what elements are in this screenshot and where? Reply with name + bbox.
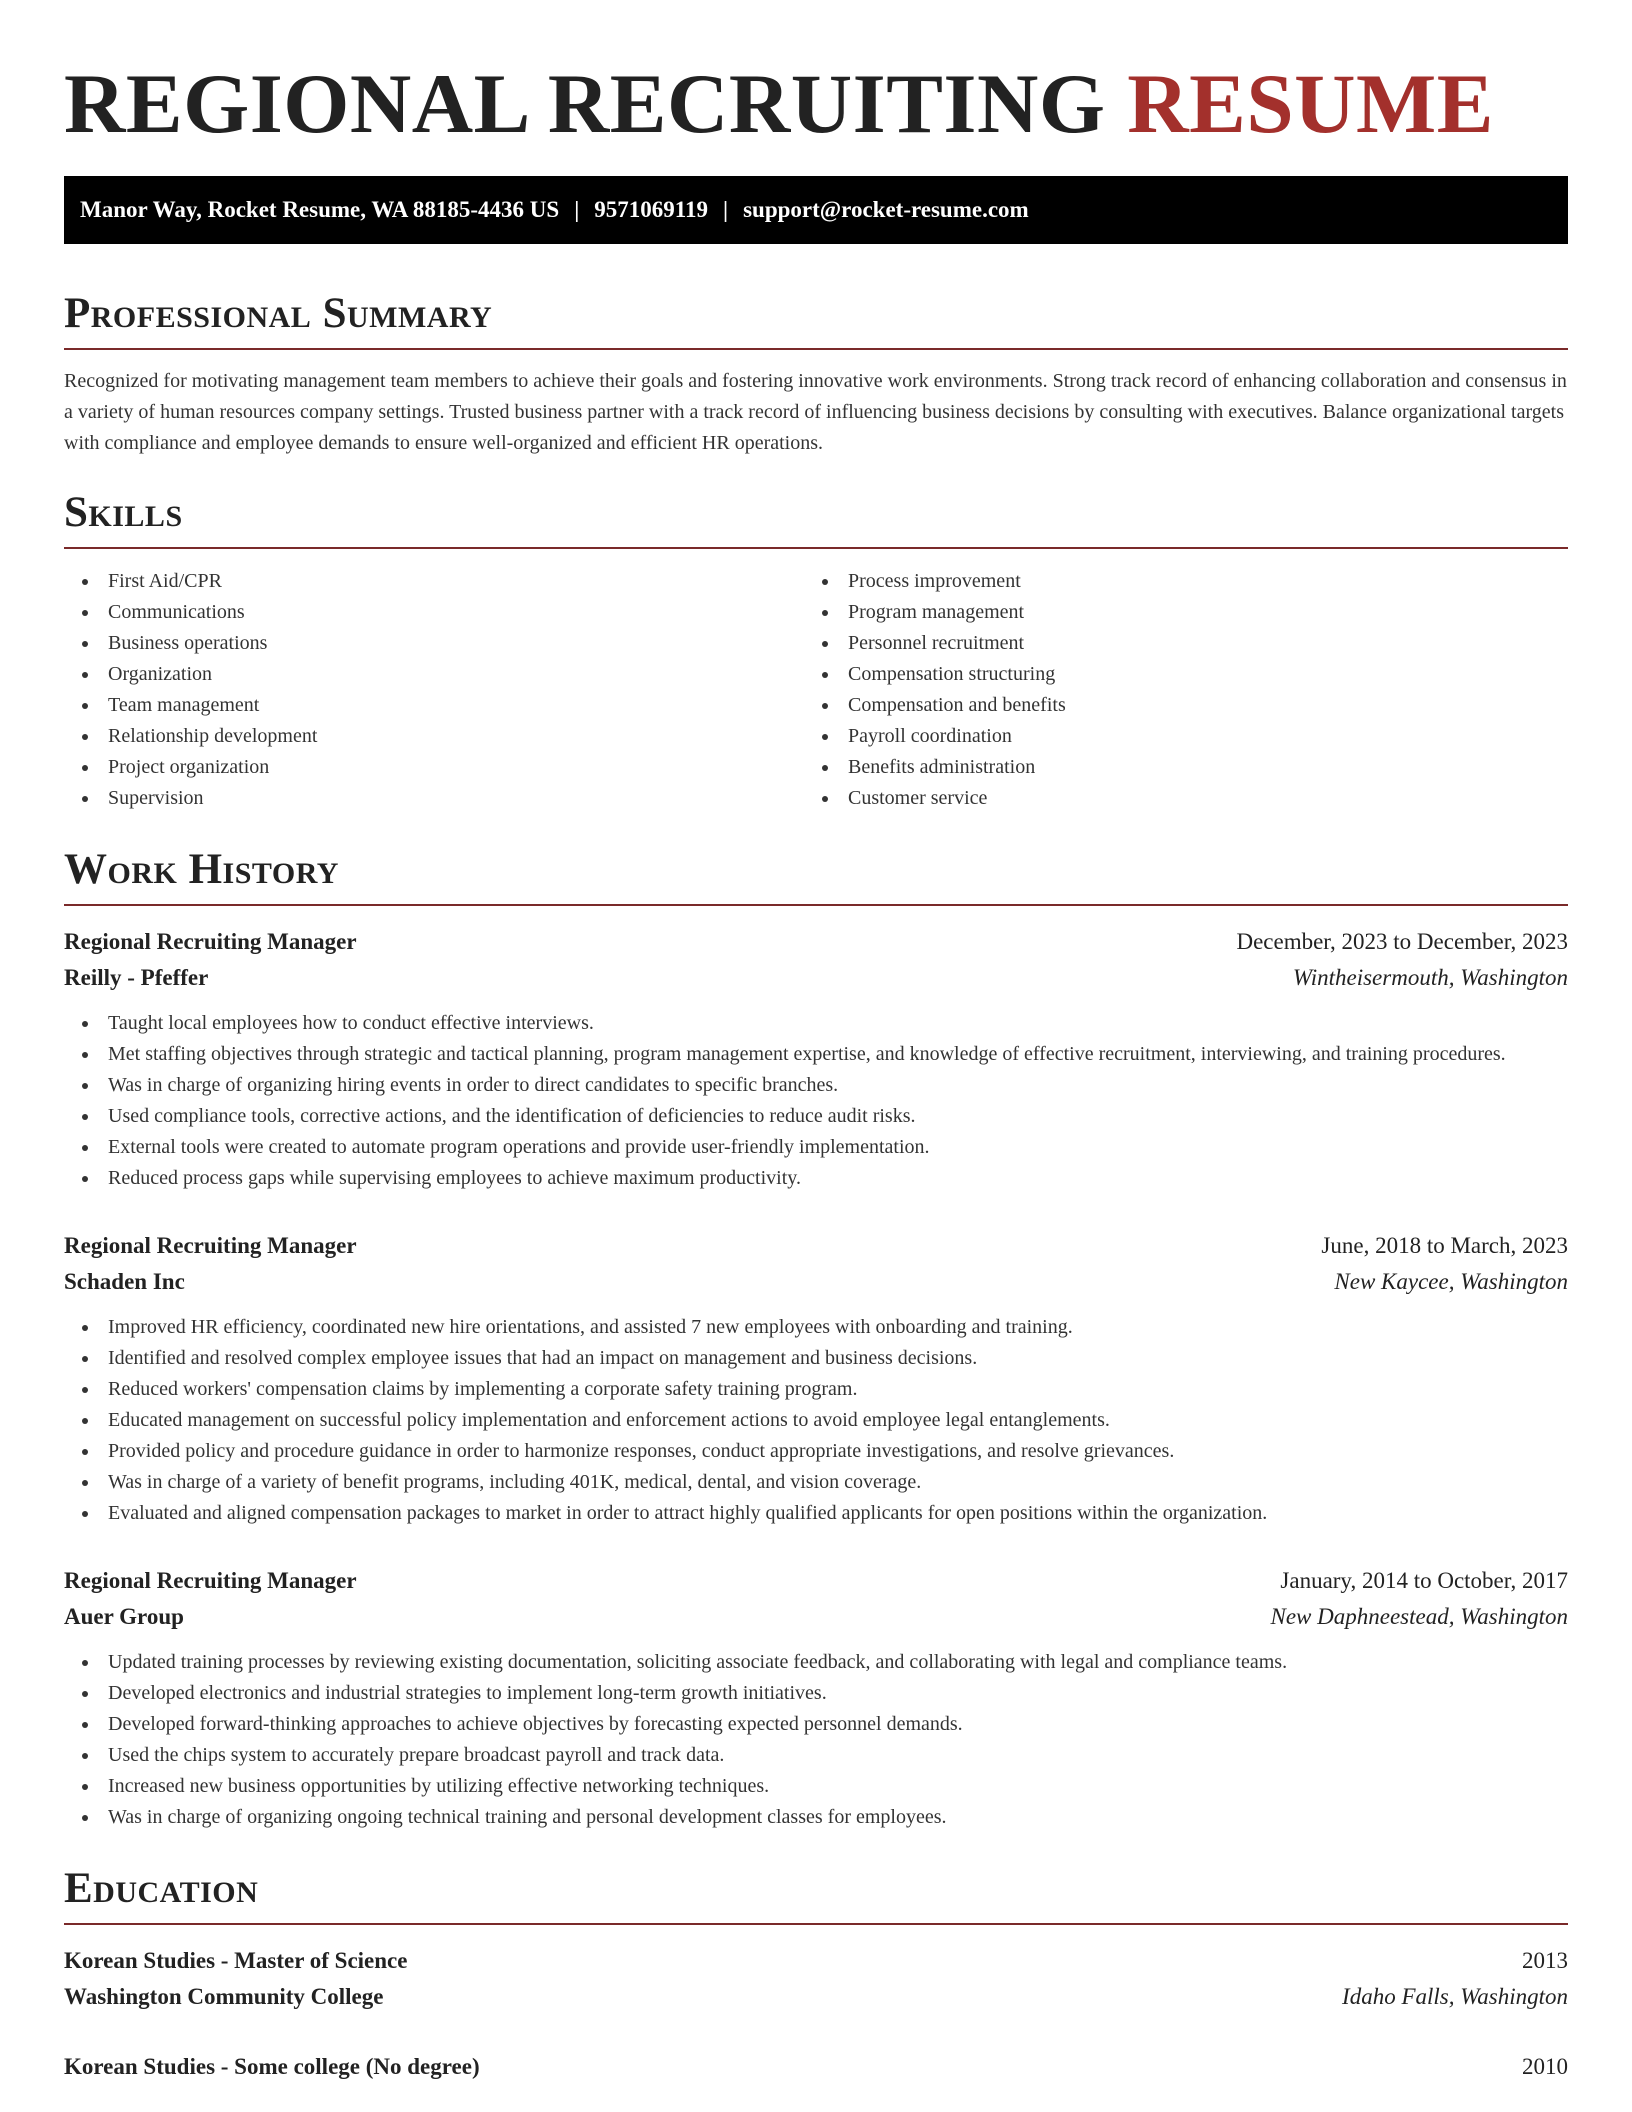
section-divider — [64, 547, 1568, 549]
job-bullet: External tools were created to automate program operations and provide user-friendly implementation. — [64, 1132, 1568, 1163]
section-divider — [64, 1923, 1568, 1925]
section-divider — [64, 904, 1568, 906]
job-bullets — [64, 1647, 1568, 1833]
skill-item: Supervision — [64, 783, 804, 814]
job-location: Wintheisermouth, Washington — [1292, 965, 1568, 990]
job-bullet: Developed electronics and industrial strategies to implement long-term growth initiatives. — [64, 1678, 1568, 1709]
education-school-row — [64, 1979, 1568, 2015]
job-bullet: Used the chips system to accurately prepare broadcast payroll and track data. — [64, 1740, 1568, 1771]
summary-heading: Professional Summary — [64, 290, 493, 337]
job-bullet: Met staffing objectives through strategic and tactical planning, program management expertise, and knowledge of effective recruitment, interviewing, and training procedures. — [64, 1039, 1568, 1070]
job-entry — [64, 924, 1568, 1194]
skill-item: Relationship development — [64, 721, 804, 752]
work-history-heading: Work History — [64, 846, 339, 893]
skills-grid — [64, 566, 1568, 814]
job-location: New Daphneestead, Washington — [1270, 1604, 1568, 1629]
job-company-row — [64, 960, 1568, 996]
skill-item: Program management — [804, 597, 1544, 628]
job-bullet: Identified and resolved complex employee issues that had an impact on management and business decisions. — [64, 1343, 1568, 1374]
contact-address: Manor Way, Rocket Resume, WA 88185-4436 US — [80, 197, 560, 222]
job-entry — [64, 1228, 1568, 1529]
resume-title — [64, 0, 1568, 152]
job-bullet: Was in charge of organizing ongoing technical training and personal development classes for employees. — [64, 1802, 1568, 1833]
job-bullet: Was in charge of a variety of benefit programs, including 401K, medical, dental, and vision coverage. — [64, 1467, 1568, 1498]
job-dates: June, 2018 to March, 2023 — [1321, 1233, 1568, 1258]
job-header-row — [64, 1563, 1568, 1599]
skills-list-left — [64, 566, 804, 814]
job-company: Auer Group — [64, 1604, 184, 1629]
education-location: Idaho Falls, Washington — [1342, 1984, 1568, 2009]
job-bullets — [64, 1312, 1568, 1529]
education-school: Washington Community College — [64, 1984, 384, 2009]
job-header-row — [64, 1228, 1568, 1264]
skill-item: Compensation structuring — [804, 659, 1544, 690]
education-year: 2013 — [1522, 1948, 1568, 1973]
job-header-row — [64, 924, 1568, 960]
job-bullet: Taught local employees how to conduct effective interviews. — [64, 1008, 1568, 1039]
job-company: Reilly - Pfeffer — [64, 965, 209, 990]
skill-item: Business operations — [64, 628, 804, 659]
skill-item: Benefits administration — [804, 752, 1544, 783]
education-entry — [64, 2049, 1568, 2085]
skill-item: Team management — [64, 690, 804, 721]
skills-heading: Skills — [64, 489, 183, 536]
job-bullet: Educated management on successful policy implementation and enforcement actions to avoid employee legal entanglements. — [64, 1405, 1568, 1436]
skill-item: Personnel recruitment — [804, 628, 1544, 659]
job-bullet: Was in charge of organizing hiring events in order to direct candidates to specific branches. — [64, 1070, 1568, 1101]
job-bullet: Updated training processes by reviewing existing documentation, soliciting associate feedback, and collaborating with legal and compliance teams. — [64, 1647, 1568, 1678]
job-bullet: Provided policy and procedure guidance in order to harmonize responses, conduct appropriate investigations, and resolve grievances. — [64, 1436, 1568, 1467]
education-year: 2010 — [1522, 2054, 1568, 2079]
job-bullet: Evaluated and aligned compensation packages to market in order to attract highly qualified applicants for open positions within the organization. — [64, 1498, 1568, 1529]
job-bullet: Reduced process gaps while supervising employees to achieve maximum productivity. — [64, 1163, 1568, 1194]
job-title: Regional Recruiting Manager — [64, 929, 357, 954]
job-entry — [64, 1563, 1568, 1833]
skill-item: Customer service — [804, 783, 1544, 814]
job-bullet: Reduced workers' compensation claims by implementing a corporate safety training program. — [64, 1374, 1568, 1405]
summary-section — [64, 288, 1568, 459]
contact-phone[interactable]: 9571069119 — [594, 197, 708, 222]
skill-item: Communications — [64, 597, 804, 628]
job-dates: January, 2014 to October, 2017 — [1280, 1568, 1568, 1593]
education-header-row — [64, 1943, 1568, 1979]
skill-item: Compensation and benefits — [804, 690, 1544, 721]
contact-email[interactable]: support@rocket-resume.com — [743, 197, 1029, 222]
skill-item: First Aid/CPR — [64, 566, 804, 597]
job-dates: December, 2023 to December, 2023 — [1236, 929, 1568, 954]
job-bullet: Used compliance tools, corrective actions, and the identification of deficiencies to reduce audit risks. — [64, 1101, 1568, 1132]
section-divider — [64, 348, 1568, 350]
work-history-section — [64, 844, 1568, 1833]
skill-item: Process improvement — [804, 566, 1544, 597]
contact-bar — [64, 176, 1568, 244]
education-entry — [64, 1943, 1568, 2015]
education-header-row — [64, 2049, 1568, 2085]
job-location: New Kaycee, Washington — [1334, 1269, 1568, 1294]
job-title: Regional Recruiting Manager — [64, 1568, 357, 1593]
job-title: Regional Recruiting Manager — [64, 1233, 357, 1258]
education-degree: Korean Studies - Master of Science — [64, 1948, 408, 1973]
job-company-row — [64, 1599, 1568, 1635]
skills-section — [64, 487, 1568, 814]
title-main: REGIONAL RECRUITING — [64, 57, 1106, 151]
skills-list-right — [804, 566, 1544, 814]
job-bullet: Increased new business opportunities by utilizing effective networking techniques. — [64, 1771, 1568, 1802]
job-bullet: Developed forward-thinking approaches to achieve objectives by forecasting expected personnel demands. — [64, 1709, 1568, 1740]
education-heading: Education — [64, 1865, 259, 1912]
education-degree: Korean Studies - Some college (No degree) — [64, 2054, 480, 2079]
job-company: Schaden Inc — [64, 1269, 185, 1294]
job-company-row — [64, 1264, 1568, 1300]
education-section — [64, 1863, 1568, 2085]
summary-text: Recognized for motivating management team members to achieve their goals and fostering innovative work environments. Strong track record of enhancing collaboration and consensus in a variety of human resources company settings. Trusted business partner with a track record of influencing business decisions by consulting with executives. Balance organizational targets with compliance and employee demands to ensure well-organized and efficient HR operations. — [64, 370, 1567, 454]
skill-item: Organization — [64, 659, 804, 690]
skill-item: Payroll coordination — [804, 721, 1544, 752]
contact-separator: | — [574, 197, 580, 222]
job-bullets — [64, 1008, 1568, 1194]
skill-item: Project organization — [64, 752, 804, 783]
contact-separator: | — [723, 197, 729, 222]
title-accent: RESUME — [1127, 57, 1494, 151]
job-bullet: Improved HR efficiency, coordinated new hire orientations, and assisted 7 new employees with onboarding and training. — [64, 1312, 1568, 1343]
